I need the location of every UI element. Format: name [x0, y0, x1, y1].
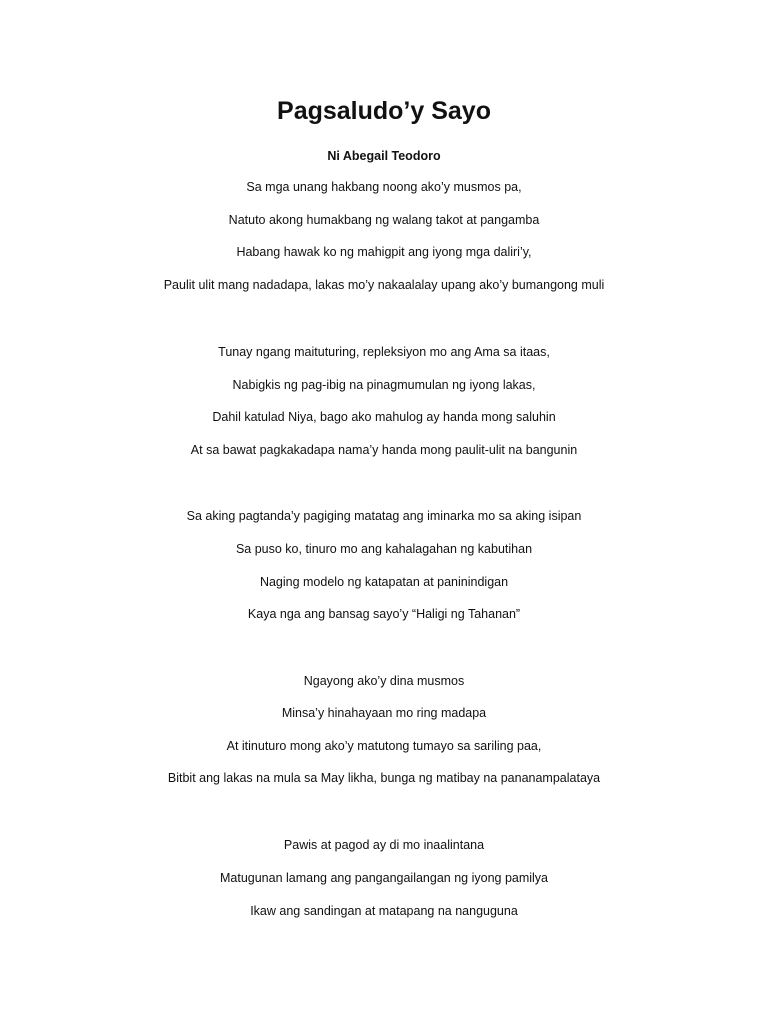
poem-author: Ni Abegail Teodoro: [327, 149, 441, 163]
stanza-1-line-3: Habang hawak ko ng mahigpit ang iyong mga daliri’y,: [236, 245, 532, 259]
stanza-3-line-3: Naging modelo ng katapatan at paninindigan: [259, 575, 509, 589]
stanza-2-line-1: Tunay ngang maituturing, repleksiyon mo ang Ama sa itaas,: [218, 345, 550, 359]
stanza-5-line-2: Matugunan lamang ang pangangailangan ng iyong pamilya: [219, 871, 549, 885]
stanza-3-line-1: Sa aking pagtanda’y pagiging matatag ang iminarka mo sa aking isipan: [186, 509, 582, 523]
poem-title: Pagsaludo’y Sayo: [277, 97, 491, 125]
stanza-5-line-1: Pawis at pagod ay di mo inaalintana: [283, 838, 485, 852]
stanza-4-line-4: Bitbit ang lakas na mula sa May likha, bunga ng matibay na pananampalataya: [167, 771, 601, 785]
stanza-1-line-1: Sa mga unang hakbang noong ako’y musmos pa,: [246, 180, 522, 194]
stanza-4-line-3: At itinuturo mong ako’y matutong tumayo sa sariling paa,: [226, 739, 542, 753]
stanza-2-line-2: Nabigkis ng pag-ibig na pinagmumulan ng iyong lakas,: [232, 378, 536, 392]
stanza-1-line-4: Paulit ulit mang nadadapa, lakas mo’y nakaalalay upang ako’y bumangong muli: [163, 278, 605, 292]
stanza-2-line-3: Dahil katulad Niya, bago ako mahulog ay handa mong saluhin: [212, 410, 556, 424]
stanza-3-line-4: Kaya nga ang bansag sayo’y “Haligi ng Tahanan”: [247, 607, 521, 621]
stanza-1-line-2: Natuto akong humakbang ng walang takot at pangamba: [228, 213, 540, 227]
stanza-5-line-3: Ikaw ang sandingan at matapang na nanguguna: [250, 904, 518, 918]
stanza-3-line-2: Sa puso ko, tinuro mo ang kahalagahan ng kabutihan: [235, 542, 533, 556]
stanza-4-line-1: Ngayong ako’y dina musmos: [303, 674, 465, 688]
stanza-4-line-2: Minsa’y hinahayaan mo ring madapa: [281, 706, 487, 720]
stanza-2-line-4: At sa bawat pagkakadapa nama’y handa mong paulit-ulit na bangunin: [190, 443, 578, 457]
